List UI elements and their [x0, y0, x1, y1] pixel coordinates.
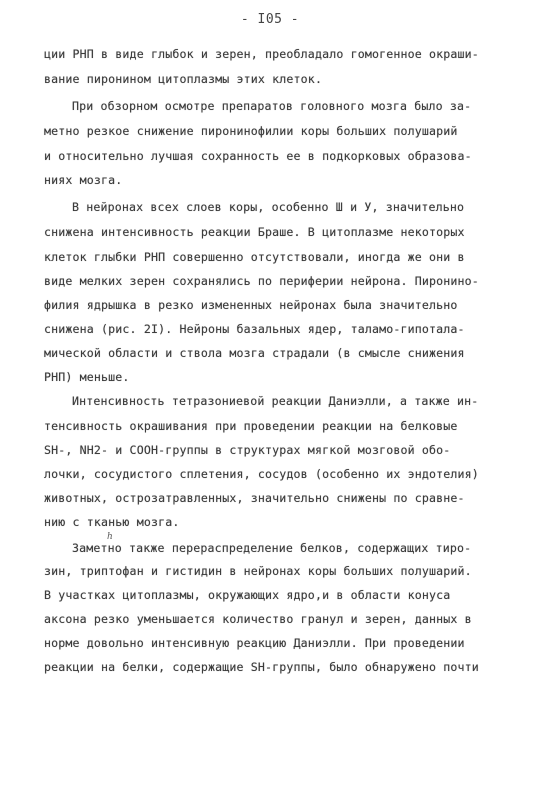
text-line: аксона резко уменьшается количество гранул и зерен, данных в [44, 612, 472, 626]
text-line: животных, острозатравленных, значительно снижены по сравне- [44, 491, 465, 505]
text-line: тенсивность окрашивания при проведении реакции на белковые [44, 419, 458, 433]
text-line: нию с тканью мозга. [44, 515, 180, 529]
text-line: вание пиронином цитоплазмы этих клеток. [44, 72, 323, 86]
text-line: метно резкое снижение пиронинофилии коры больших полушарий [44, 124, 458, 138]
text-line: зин, триптофан и гистидин в нейронах коры больших полушарий. [44, 564, 472, 578]
text-line: ниях мозга. [44, 173, 123, 187]
text-line: В участках цитоплазмы, окружающих ядро,и в области конуса [44, 588, 451, 602]
text-line: реакции на белки, содержащие SH-группы, было обнаружено почти [44, 660, 479, 674]
text-line: снижена интенсивность реакции Браше. В цитоплазме некоторых [44, 225, 465, 239]
text-line: снижена (рис. 2I). Нейроны базальных ядер, таламо-гипотала- [44, 322, 465, 336]
text-line: Интенсивность тетразониевой реакции Даниэлли, а также ин- [72, 394, 479, 408]
text-line: мической области и ствола мозга страдали (в смысле снижения [44, 346, 465, 360]
text-line: и относительно лучшая сохранность ее в подкорковых образова- [44, 149, 472, 163]
text-line: В нейронах всех слоев коры, особенно Ш и У, значительно [72, 200, 465, 214]
text-line: виде мелких зерен сохранялись по периферии нейрона. Пиронино- [44, 274, 479, 288]
handwritten-mark: h [107, 532, 113, 542]
text-line: клеток глыбки РНП совершенно отсутствовали, иногда же они в [44, 250, 465, 264]
text-line: SH-, NH2- и СООН-группы в структурах мягкой мозговой обо- [44, 443, 451, 457]
page-number: - I05 - [240, 12, 300, 27]
text-line: Заметно также перераспределение белков, содержащих тиро- [72, 541, 472, 555]
text-line: При обзорном осмотре препаратов головного мозга было за- [72, 99, 472, 113]
text-line: лочки, сосудистого сплетения, сосудов (особенно их эндотелия) [44, 467, 479, 481]
text-line: филия ядрышка в резко измененных нейронах была значительно [44, 298, 458, 312]
text-line: норме довольно интенсивную реакцию Даниэлли. При проведении [44, 636, 465, 650]
text-line: ции РНП в виде глыбок и зерен, преобладало гомогенное окраши- [44, 47, 479, 61]
text-line: РНП) меньше. [44, 370, 130, 384]
